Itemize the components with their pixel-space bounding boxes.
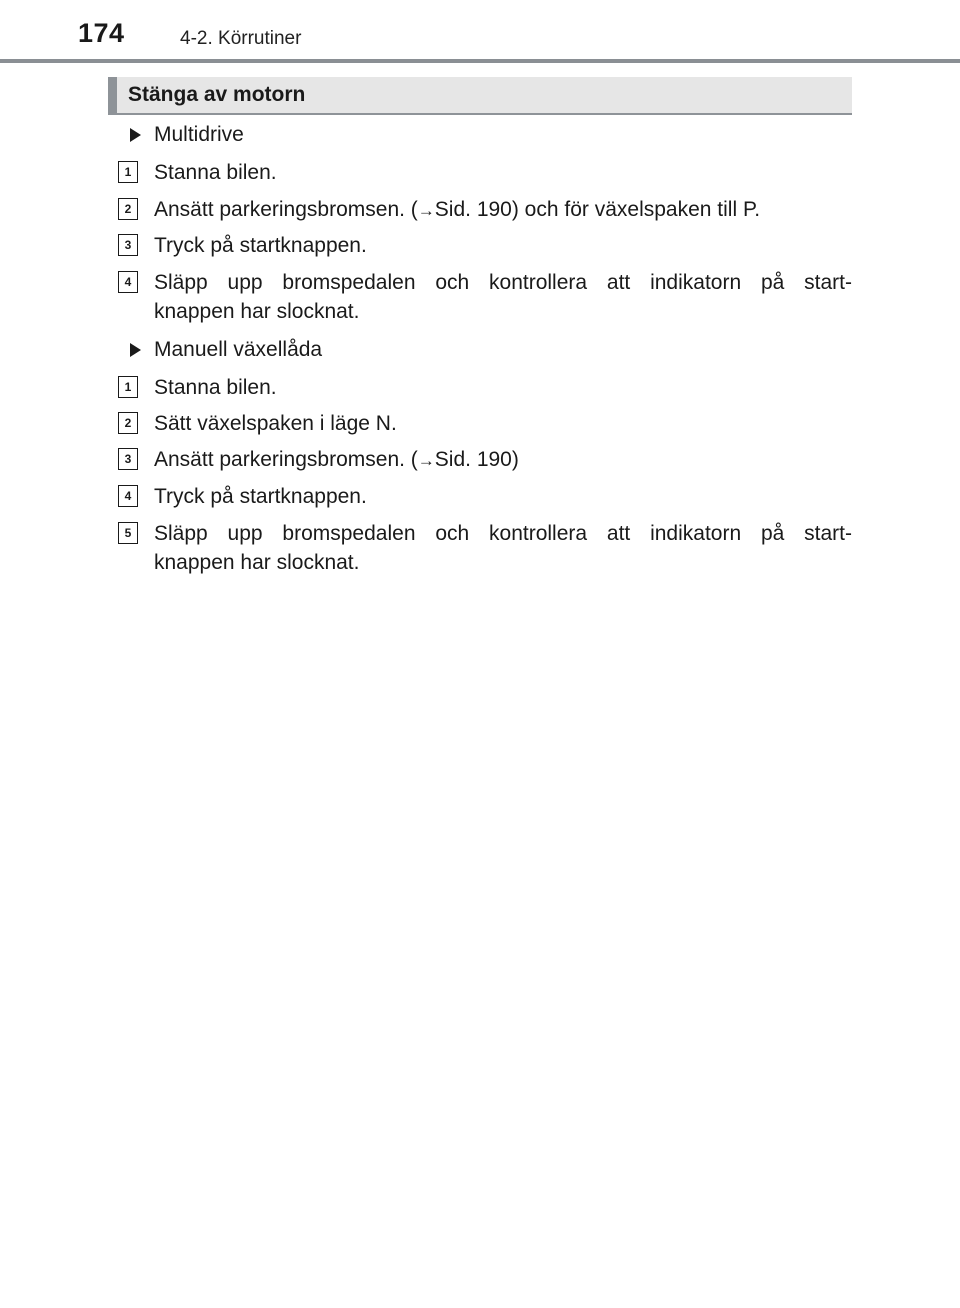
subheading-label: Multidrive xyxy=(154,123,244,146)
page-number: 174 xyxy=(78,18,125,48)
page-reference-link[interactable]: Sid. 190) och för växelspaken till P. xyxy=(434,198,761,221)
step-text xyxy=(154,445,852,475)
step-number-box: 2 xyxy=(118,198,138,220)
header-divider xyxy=(0,59,960,63)
section-heading-bar xyxy=(108,77,852,113)
step-text: Stanna bilen. xyxy=(154,376,277,399)
subheading-manual xyxy=(130,335,322,365)
section-title: Stänga av motorn xyxy=(128,83,306,106)
step-text xyxy=(154,195,852,225)
subheading-label: Manuell växellåda xyxy=(154,338,323,361)
step-text-part: Ansätt parkeringsbromsen. ( xyxy=(154,448,418,471)
step-text-line: Släpp upp bromspedalen och kontrollera att indikatorn på start- xyxy=(154,522,852,545)
step-text-part: Ansätt parkeringsbromsen. ( xyxy=(154,198,418,221)
step-text-line: knappen har slocknat. xyxy=(154,300,360,323)
step-text-line: Släpp upp bromspedalen och kontrollera att indikatorn på start- xyxy=(154,271,852,294)
step-number-box: 1 xyxy=(118,161,138,183)
step-number-box: 4 xyxy=(118,485,138,507)
step-text-line: knappen har slocknat. xyxy=(154,551,360,574)
page-reference-arrow-icon: → xyxy=(417,451,435,470)
section-accent xyxy=(108,77,117,113)
step-number-box: 1 xyxy=(118,376,138,398)
step-number-box: 4 xyxy=(118,271,138,293)
step-text: Stanna bilen. xyxy=(154,161,277,184)
step-number-box: 3 xyxy=(118,448,138,470)
subheading-multidrive xyxy=(130,120,244,150)
step-text: Sätt växelspaken i läge N. xyxy=(154,412,397,435)
triangle-bullet-icon xyxy=(130,343,141,357)
section-underline xyxy=(108,113,852,115)
chapter-title: 4-2. Körrutiner xyxy=(180,28,302,49)
step-number-box: 2 xyxy=(118,412,138,434)
triangle-bullet-icon xyxy=(130,128,141,142)
step-number-box: 3 xyxy=(118,234,138,256)
page-reference-arrow-icon: → xyxy=(417,201,435,220)
page-header xyxy=(0,0,960,64)
step-number-box: 5 xyxy=(118,522,138,544)
page-reference-link[interactable]: Sid. 190) xyxy=(434,448,519,471)
step-text: Tryck på startknappen. xyxy=(154,234,367,257)
step-text: Tryck på startknappen. xyxy=(154,485,367,508)
